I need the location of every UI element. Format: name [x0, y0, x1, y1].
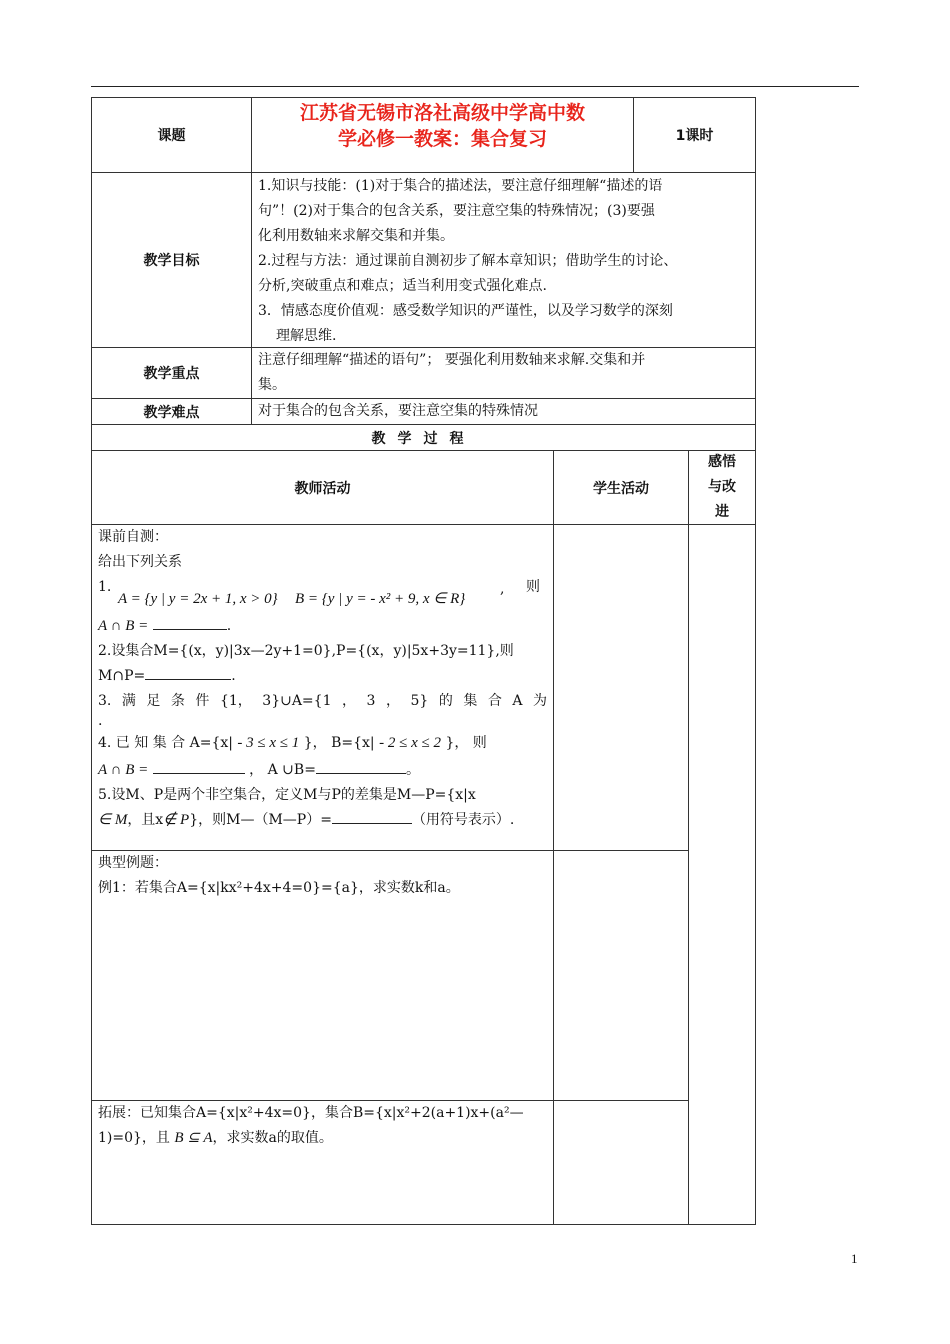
pretest-heading: 课前自测： — [98, 529, 168, 545]
difficulties-label: 教学难点 — [143, 404, 200, 421]
q5-end: （用符号表示）. — [411, 812, 515, 828]
q3-word: 3}∪A={1 — [262, 693, 332, 709]
q3-word: ， — [342, 693, 356, 709]
q5-answer-blank[interactable] — [332, 809, 412, 824]
q2-line1: 2.设集合M={(x，y)|3x—2y+1=0},P={(x，y)|5x+3y=11},则 — [98, 643, 514, 659]
q4-mid: ， A ∪B= — [249, 762, 316, 778]
q1-number: 1. — [98, 579, 112, 595]
q4-expr1: A ∩ B = — [98, 762, 149, 778]
q2-period: . — [231, 668, 236, 684]
objective-line: 2.过程与方法：通过课前自测初步了解本章知识；借助学生的讨论、 — [258, 253, 678, 269]
examples-heading: 典型例题： — [98, 855, 168, 871]
teacher-column-label: 教师活动 — [294, 480, 351, 497]
q4-part-b: }， B={x| — [303, 735, 375, 751]
extension-part-a: 1)=0}，且 — [98, 1130, 170, 1146]
q3-word: 足 — [146, 693, 161, 709]
key-points-label-cell — [91, 347, 252, 399]
pretest-section — [91, 524, 554, 851]
reflection-column-body — [688, 524, 756, 1225]
q2-answer-blank[interactable] — [145, 665, 231, 680]
extension-math: B ⊆ A — [174, 1130, 213, 1146]
q4-answer-blank-1[interactable] — [153, 759, 245, 774]
student-column-label: 学生活动 — [593, 480, 649, 497]
q1-answer-line — [98, 614, 547, 639]
example-1: 例1：若集合A={x|kx²+4x+4=0}={a}，求实数k和a。 — [98, 880, 460, 896]
objective-line: 理解思维. — [276, 328, 337, 344]
q4-part-a: 4. 已 知 集 合 A={x| — [98, 735, 233, 751]
objectives-label-cell — [91, 172, 252, 348]
objective-line: 3．情感态度价值观：感受数学知识的严谨性，以及学习数学的深刻 — [258, 303, 673, 319]
key-points-label: 教学重点 — [143, 366, 200, 382]
reflection-label-line: 与改 — [708, 479, 736, 495]
extension-part-b: ，求实数a的取值。 — [212, 1130, 333, 1146]
q4-line1 — [98, 728, 547, 758]
q5-then: }，则M—（M—P）= — [189, 812, 332, 828]
key-points-content — [251, 347, 756, 399]
extension-line1: 拓展：已知集合A={x|x²+4x=0}，集合B={x|x²+2(a+1)x+(a²— — [98, 1105, 524, 1121]
q5-line2 — [98, 808, 547, 833]
teacher-column-header — [91, 450, 554, 525]
q3-word: {1， — [219, 693, 252, 709]
q3-word: 满 — [121, 693, 136, 709]
course-label-cell — [91, 97, 252, 173]
q3-word: 合 — [487, 693, 502, 709]
q5-notin: ∉ P — [163, 812, 190, 828]
q3-line — [98, 689, 547, 714]
examples-section — [91, 850, 554, 1101]
process-heading-cell — [91, 424, 756, 451]
objective-line: 1.知识与技能：(1)对于集合的描述法，要注意仔细理解“描述的语 — [258, 178, 663, 194]
key-point-line: 集。 — [258, 377, 286, 393]
q4-part-c: }， 则 — [445, 735, 487, 751]
q4-end: 。 — [405, 762, 420, 778]
q4-answer-blank-2[interactable] — [316, 759, 406, 774]
header-rule — [91, 86, 859, 87]
q1-answer-blank[interactable] — [153, 615, 227, 630]
q2-expr: M∩P= — [98, 668, 146, 684]
lesson-title-line2: 学必修一教案：集合复习 — [337, 128, 547, 150]
q4-line2 — [98, 758, 547, 783]
pretest-student-cell — [553, 524, 689, 851]
difficulties-label-cell — [91, 398, 252, 425]
process-heading: 教学过程 — [371, 430, 476, 447]
q1-comma: , — [500, 581, 505, 597]
difficulties-text: 对于集合的包含关系，要注意空集的特殊情况 — [258, 403, 538, 419]
q3-word: ， — [385, 693, 400, 709]
q3-word: A — [512, 693, 523, 709]
reflection-label-line: 感悟 — [708, 454, 736, 470]
key-point-line: 注意仔细理解“描述的语句”； 要强化利用数轴来求解.交集和并 — [258, 352, 646, 368]
extension-student-cell — [553, 1100, 689, 1225]
q1-then: 则 — [526, 579, 540, 595]
reflection-label-line: 进 — [715, 504, 729, 520]
q3-word: 件 — [195, 693, 210, 709]
q3-word: 3. — [98, 693, 112, 709]
lesson-title-cell — [251, 97, 634, 173]
q5-line1: 5.设M、P是两个非空集合，定义M与P的差集是M—P={x|x — [98, 787, 476, 803]
objective-line: 化利用数轴来求解交集和并集。 — [258, 228, 454, 244]
page-number: 1 — [851, 1251, 858, 1266]
q1-expr: A ∩ B = — [98, 618, 149, 634]
objectives-content — [251, 172, 756, 348]
q5-in: ∈ M — [98, 812, 128, 828]
objective-line: 分析,突破重点和难点；适当利用变式强化难点. — [258, 278, 547, 294]
q3-word: 为 — [533, 693, 547, 709]
q3-word: 3 — [366, 693, 376, 709]
q1-set-b: B = {y | y = - x² + 9, x ∈ R} — [295, 591, 466, 607]
q3-end: . — [98, 713, 103, 729]
objective-line: 句”！(2)对于集合的包含关系，要注意空集的特殊情况；(3)要强 — [258, 203, 655, 219]
extension-line2 — [98, 1126, 547, 1151]
extension-section — [91, 1100, 554, 1225]
student-column-header — [553, 450, 689, 525]
q4-cond1: - 3 ≤ x ≤ 1 — [237, 735, 300, 751]
q3-word: 的 — [438, 693, 453, 709]
q3-word: 5} — [410, 693, 429, 709]
question-1 — [98, 575, 547, 613]
examples-student-cell — [553, 850, 689, 1101]
q3-word: 集 — [463, 693, 478, 709]
q5-and: ，且x — [127, 812, 164, 828]
course-label: 课题 — [157, 128, 186, 144]
pretest-intro: 给出下列关系 — [98, 554, 182, 570]
q3-word: 条 — [170, 693, 185, 709]
reflection-column-header — [688, 450, 756, 525]
difficulties-content — [251, 398, 756, 425]
lesson-title-line1: 江苏省无锡市洛社高级中学高中数 — [299, 102, 585, 124]
q2-line2 — [98, 664, 547, 689]
period: 1课时 — [675, 128, 714, 144]
period-cell — [633, 97, 756, 173]
q1-period: . — [226, 618, 232, 634]
q1-set-a: A = {y | y = 2x + 1, x > 0} — [118, 591, 278, 607]
objectives-label: 教学目标 — [143, 253, 200, 269]
q4-cond2: - 2 ≤ x ≤ 2 — [379, 735, 441, 751]
